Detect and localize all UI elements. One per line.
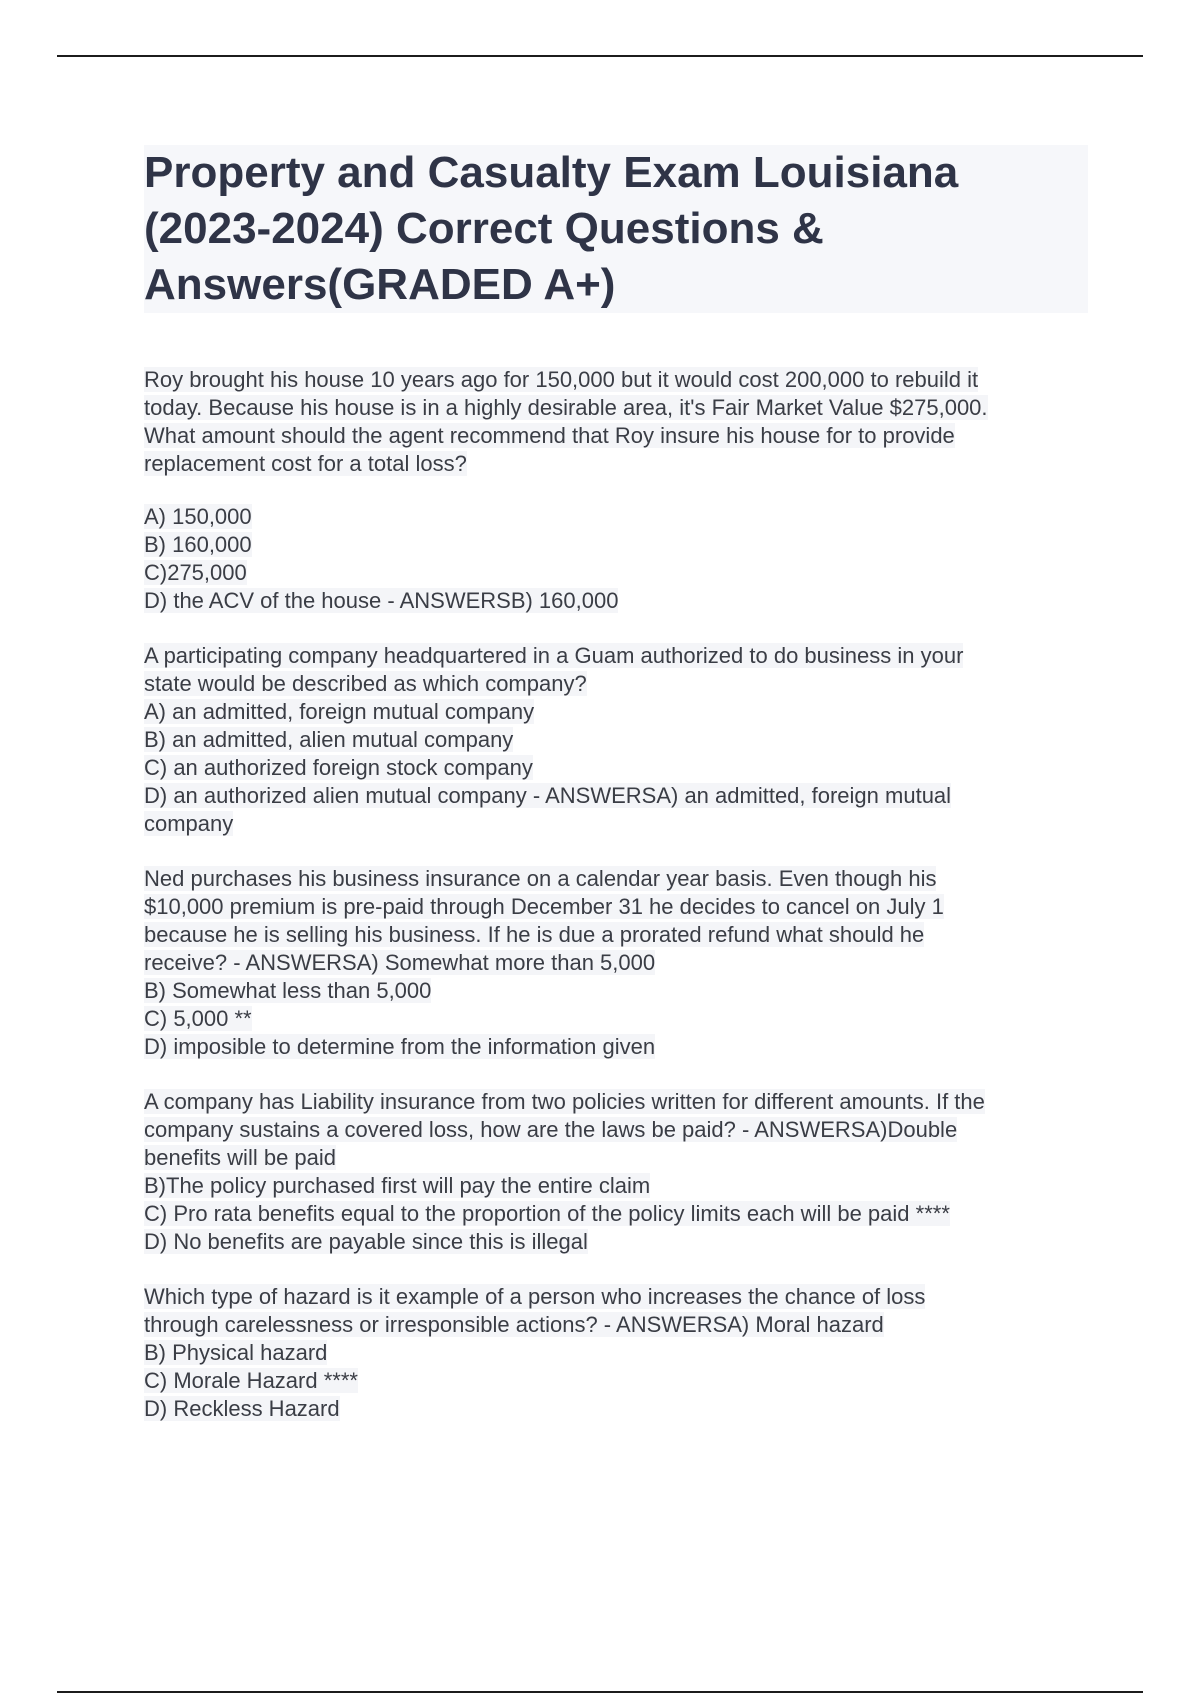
question-text-line: A company has Liability insurance from two policies written for different amounts. If the: [144, 1089, 985, 1114]
question-block: [144, 366, 1088, 615]
answer-option: D) an authorized alien mutual company - ANSWERSA) an admitted, foreign mutual: [144, 783, 952, 808]
question-text-line: Ned purchases his business insurance on a calendar year basis. Even though his: [144, 866, 937, 891]
answer-option: company: [144, 811, 234, 836]
title-line: Answers(GRADED A+): [144, 260, 616, 309]
question-text-line: state would be described as which company?: [144, 671, 587, 696]
top-rule: [57, 55, 1143, 57]
answer-option: C) Morale Hazard ****: [144, 1368, 358, 1393]
answer-option: A) an admitted, foreign mutual company: [144, 699, 535, 724]
question-block: [144, 865, 1088, 1061]
answer-option: B) Physical hazard: [144, 1340, 328, 1365]
answer-option: B) an admitted, alien mutual company: [144, 727, 514, 752]
question-text-line: receive? - ANSWERSA) Somewhat more than 5,000: [144, 950, 656, 975]
answer-option: D) No benefits are payable since this is illegal: [144, 1229, 588, 1254]
answer-option: D) the ACV of the house - ANSWERSB) 160,000: [144, 588, 619, 613]
answer-option: D) Reckless Hazard: [144, 1396, 340, 1421]
paragraph-gap: [144, 478, 1088, 503]
answer-option: B)The policy purchased first will pay the entire claim: [144, 1173, 651, 1198]
question-text-line: $10,000 premium is pre-paid through December 31 he decides to cancel on July 1: [144, 894, 944, 919]
answer-option: B) 160,000: [144, 532, 252, 557]
question-text-line: today. Because his house is in a highly desirable area, it's Fair Market Value $275,000.: [144, 395, 988, 420]
question-text-line: through carelessness or irresponsible actions? - ANSWERSA) Moral hazard: [144, 1312, 884, 1337]
document-title: [144, 145, 1088, 313]
answer-option: C) Pro rata benefits equal to the proportion of the policy limits each will be paid ****: [144, 1201, 950, 1226]
question-text-line: What amount should the agent recommend that Roy insure his house for to provide: [144, 423, 955, 448]
question-text-line: Which type of hazard is it example of a person who increases the chance of loss: [144, 1284, 926, 1309]
title-line: (2023-2024) Correct Questions &: [144, 204, 824, 253]
answer-option: D) imposible to determine from the information given: [144, 1034, 656, 1059]
document-body: [144, 366, 1088, 1450]
answer-option: C)275,000: [144, 560, 247, 585]
question-text-line: benefits will be paid: [144, 1145, 337, 1170]
answer-option: C) 5,000 **: [144, 1006, 252, 1031]
question-text-line: company sustains a covered loss, how are the laws be paid? - ANSWERSA)Double: [144, 1117, 958, 1142]
question-text-line: Roy brought his house 10 years ago for 150,000 but it would cost 200,000 to rebuild it: [144, 367, 979, 392]
answer-option: B) Somewhat less than 5,000: [144, 978, 432, 1003]
answer-option: C) an authorized foreign stock company: [144, 755, 533, 780]
question-text-line: A participating company headquartered in a Guam authorized to do business in your: [144, 643, 964, 668]
question-text-line: replacement cost for a total loss?: [144, 451, 467, 476]
bottom-rule: [57, 1691, 1143, 1693]
question-block: [144, 1088, 1088, 1256]
question-block: [144, 1283, 1088, 1423]
title-line: Property and Casualty Exam Louisiana: [144, 148, 959, 197]
question-block: [144, 642, 1088, 838]
question-text-line: because he is selling his business. If he is due a prorated refund what should he: [144, 922, 925, 947]
answer-option: A) 150,000: [144, 504, 252, 529]
